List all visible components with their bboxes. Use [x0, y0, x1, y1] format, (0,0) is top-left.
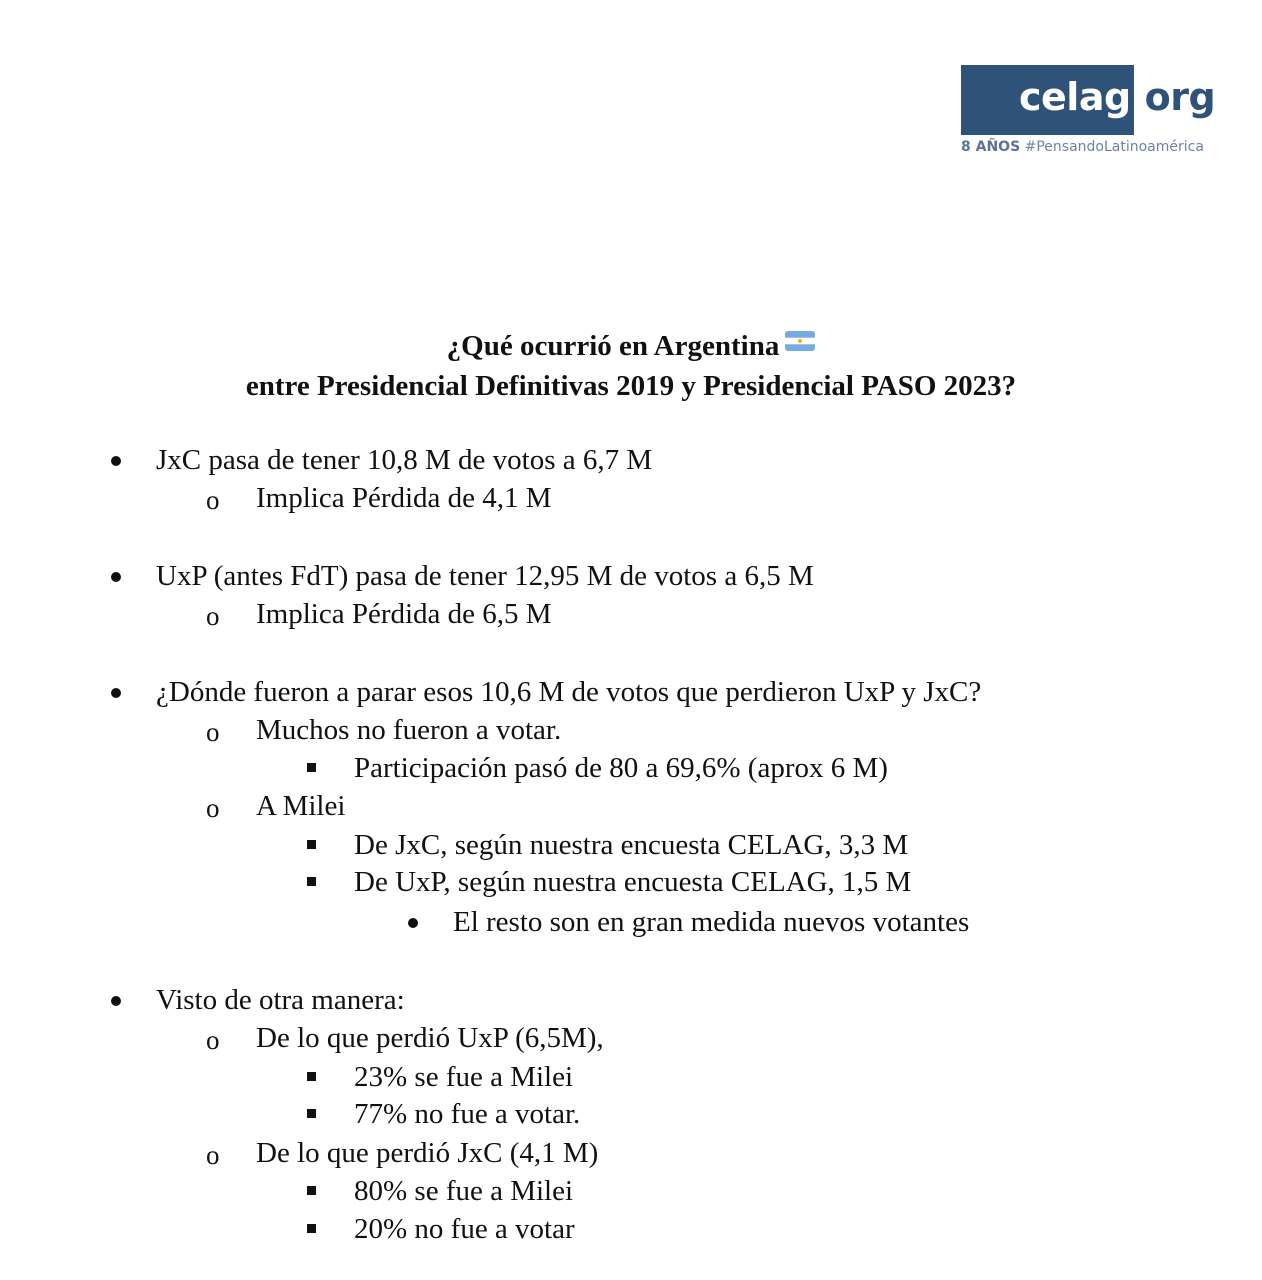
bullet-square [307, 840, 316, 849]
list-item-4-sub-1-2: 77% no fue a votar. [354, 1098, 581, 1130]
list-item-4-sub-2-2: 20% no fue a votar [354, 1213, 575, 1245]
logo-years: 8 AÑOS [961, 139, 1021, 155]
bullet-circle: o [206, 1140, 220, 1170]
logo-tld: org [1144, 75, 1216, 119]
title-line-2: entre Presidencial Definitivas 2019 y Presidencial PASO 2023? [245, 370, 1017, 402]
bullet-square [307, 877, 316, 886]
bullet-circle: o [206, 1025, 220, 1055]
bullet-square [307, 1072, 316, 1081]
document-title [0, 322, 1262, 406]
list-item-3-sub-2: A Milei [256, 790, 346, 822]
bullet-circle: o [206, 601, 220, 631]
argentina-flag-icon [785, 322, 815, 362]
list-item-4-sub-2: De lo que perdió JxC (4,1 M) [256, 1137, 599, 1169]
list-item-4-sub-1-1: 23% se fue a Milei [354, 1061, 574, 1093]
list-item-3-sub-2-1: De JxC, según nuestra encuesta CELAG, 3,3 M [354, 829, 909, 861]
list-item-4-sub-1: De lo que perdió UxP (6,5M), [256, 1022, 604, 1054]
bullet-circle: o [206, 717, 220, 747]
list-item-1: JxC pasa de tener 10,8 M de votos a 6,7 M [156, 444, 653, 476]
list-item-3: ¿Dónde fueron a parar esos 10,6 M de votos que perdieron UxP y JxC? [156, 676, 982, 708]
bullet-disc [111, 572, 121, 582]
list-item-3-sub-1: Muchos no fueron a votar. [256, 714, 562, 746]
list-item-2: UxP (antes FdT) pasa de tener 12,95 M de votos a 6,5 M [156, 560, 814, 592]
list-item-3-sub-2-2-1: El resto son en gran medida nuevos votantes [453, 906, 970, 938]
bullet-disc [111, 456, 121, 466]
list-item-2-sub-1: Implica Pérdida de 6,5 M [256, 598, 552, 630]
bullet-square [307, 1224, 316, 1233]
logo-hashtag: #PensandoLatinoamérica [1024, 139, 1204, 155]
title-line-1-text: ¿Qué ocurrió en Argentina [446, 330, 780, 362]
list-item-4-sub-2-1: 80% se fue a Milei [354, 1175, 574, 1207]
logo-brand: celag [1019, 75, 1131, 119]
list-item-3-sub-2-2: De UxP, según nuestra encuesta CELAG, 1,5 M [354, 866, 912, 898]
bullet-square [307, 1109, 316, 1118]
celag-logo [961, 65, 1221, 165]
bullet-disc [111, 996, 121, 1006]
bullet-disc [111, 688, 121, 698]
logo-wordmark [1019, 75, 1215, 119]
list-item-1-sub-1: Implica Pérdida de 4,1 M [256, 482, 552, 514]
bullet-square [307, 1186, 316, 1195]
list-item-3-sub-1-1: Participación pasó de 80 a 69,6% (aprox 6 M) [354, 752, 888, 784]
logo-dot: . [1130, 75, 1145, 119]
bullet-circle: o [206, 793, 220, 823]
bullet-circle: o [206, 485, 220, 515]
title-line-1 [0, 322, 1262, 366]
bullet-square [307, 763, 316, 772]
list-item-4: Visto de otra manera: [156, 984, 405, 1016]
logo-tagline [961, 139, 1204, 155]
bullet-disc [408, 918, 418, 928]
